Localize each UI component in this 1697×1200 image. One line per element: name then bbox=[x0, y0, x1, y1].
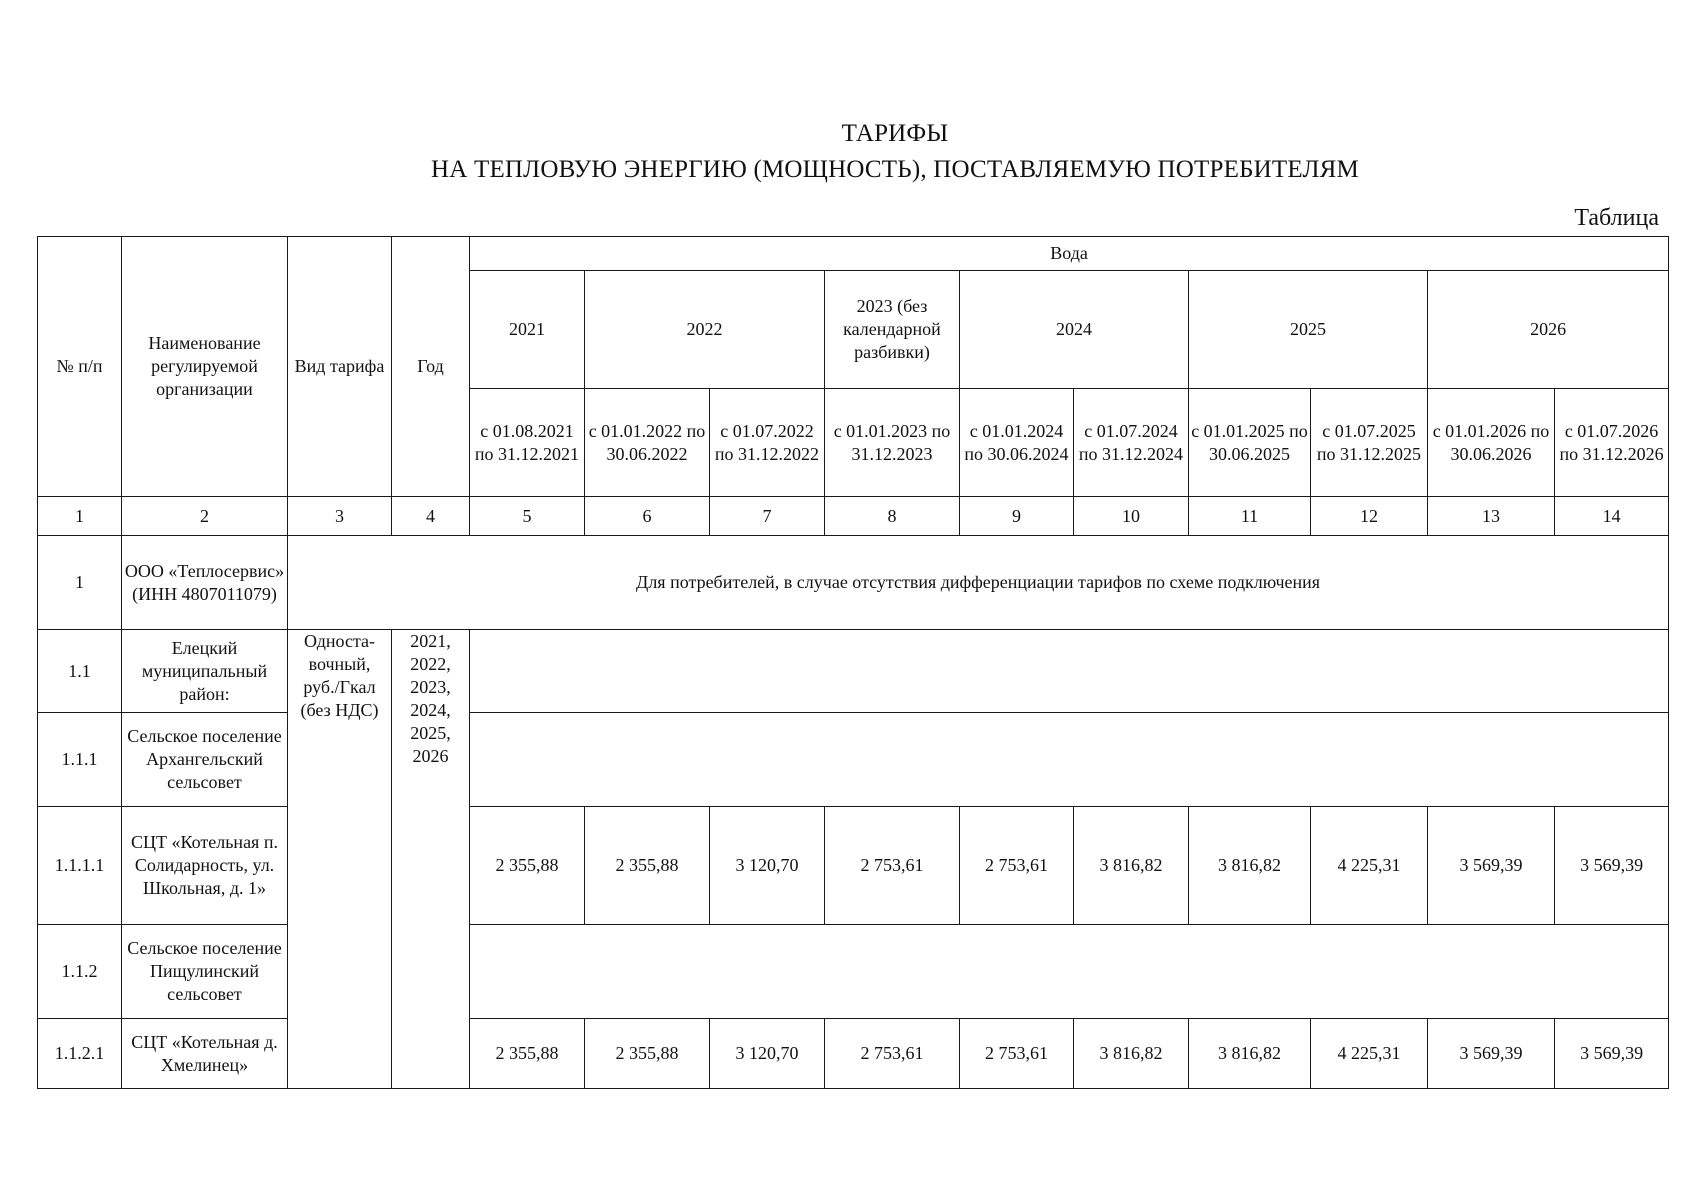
column-number: 8 bbox=[825, 497, 960, 536]
tariff-value: 3 816,82 bbox=[1074, 807, 1189, 925]
table-row bbox=[38, 630, 1669, 713]
header-period: с 01.01.2025 по 30.06.2025 bbox=[1189, 389, 1311, 497]
settlement-name: Сельское поселение Архангельский сельсовет bbox=[122, 713, 288, 807]
header-period: с 01.01.2024 по 30.06.2024 bbox=[960, 389, 1074, 497]
column-number: 6 bbox=[585, 497, 710, 536]
tariff-value: 2 753,61 bbox=[825, 807, 960, 925]
tariff-value: 3 120,70 bbox=[710, 1019, 825, 1089]
years-cell: 2021, 2022, 2023, 2024, 2025, 2026 bbox=[392, 630, 470, 1089]
column-number: 12 bbox=[1311, 497, 1428, 536]
header-year: Год bbox=[392, 237, 470, 497]
document-subtitle: НА ТЕПЛОВУЮ ЭНЕРГИЮ (МОЩНОСТЬ), ПОСТАВЛЯЕМУЮ ПОТРЕБИТЕЛЯМ bbox=[431, 156, 1359, 183]
tariff-value: 2 355,88 bbox=[470, 1019, 585, 1089]
table-row bbox=[38, 713, 1669, 807]
header-period: с 01.01.2023 по 31.12.2023 bbox=[825, 389, 960, 497]
column-number: 10 bbox=[1074, 497, 1189, 536]
empty-values bbox=[470, 630, 1669, 713]
header-year-2024: 2024 bbox=[960, 271, 1189, 389]
row-number: 1 bbox=[38, 536, 122, 630]
tariff-value: 3 816,82 bbox=[1074, 1019, 1189, 1089]
row-number: 1.1.2.1 bbox=[38, 1019, 122, 1089]
row-number: 1.1.2 bbox=[38, 925, 122, 1019]
header-period: с 01.07.2025 по 31.12.2025 bbox=[1311, 389, 1428, 497]
header-year-2022: 2022 bbox=[585, 271, 825, 389]
header-period: с 01.07.2022 по 31.12.2022 bbox=[710, 389, 825, 497]
settlement-name: Сельское поселение Пищулинский сельсовет bbox=[122, 925, 288, 1019]
empty-values bbox=[470, 925, 1669, 1019]
column-number: 13 bbox=[1428, 497, 1555, 536]
tariff-value: 3 569,39 bbox=[1428, 807, 1555, 925]
table-caption: Таблица bbox=[1574, 205, 1659, 231]
column-number: 1 bbox=[38, 497, 122, 536]
column-number: 2 bbox=[122, 497, 288, 536]
header-period: с 01.01.2026 по 30.06.2026 bbox=[1428, 389, 1555, 497]
header-tariff-type: Вид тарифа bbox=[288, 237, 392, 497]
row-number: 1.1.1 bbox=[38, 713, 122, 807]
header-period: с 01.08.2021 по 31.12.2021 bbox=[470, 389, 585, 497]
organization-name: ООО «Теплосервис» (ИНН 4807011079) bbox=[122, 536, 288, 630]
tariff-value: 3 569,39 bbox=[1555, 807, 1669, 925]
table-row bbox=[38, 1019, 1669, 1089]
tariff-value: 4 225,31 bbox=[1311, 807, 1428, 925]
header-num: № п/п bbox=[38, 237, 122, 497]
tariff-value: 2 753,61 bbox=[960, 1019, 1074, 1089]
header-row bbox=[38, 237, 1669, 271]
column-number: 5 bbox=[470, 497, 585, 536]
empty-values bbox=[470, 713, 1669, 807]
tariff-value: 2 753,61 bbox=[825, 1019, 960, 1089]
boiler-name: СЦТ «Котельная д. Хмелинец» bbox=[122, 1019, 288, 1089]
row-number: 1.1.1.1 bbox=[38, 807, 122, 925]
table-row bbox=[38, 925, 1669, 1019]
row-note: Для потребителей, в случае отсутствия дифференциации тарифов по схеме подключения bbox=[288, 536, 1669, 630]
column-number: 11 bbox=[1189, 497, 1311, 536]
boiler-name: СЦТ «Котельная п. Солидарность, ул. Школьная, д. 1» bbox=[122, 807, 288, 925]
header-org: Наименование регулируемой организации bbox=[122, 237, 288, 497]
tariff-type-cell: Односта-вочный, руб./Гкал (без НДС) bbox=[288, 630, 392, 1089]
tariff-value: 4 225,31 bbox=[1311, 1019, 1428, 1089]
column-number: 14 bbox=[1555, 497, 1669, 536]
header-year-2026: 2026 bbox=[1428, 271, 1669, 389]
tariff-value: 2 355,88 bbox=[470, 807, 585, 925]
tariff-value: 3 120,70 bbox=[710, 807, 825, 925]
column-number: 3 bbox=[288, 497, 392, 536]
header-period: с 01.07.2024 по 31.12.2024 bbox=[1074, 389, 1189, 497]
tariff-value: 3 569,39 bbox=[1428, 1019, 1555, 1089]
tariff-value: 2 355,88 bbox=[585, 807, 710, 925]
column-number: 7 bbox=[710, 497, 825, 536]
header-period: с 01.07.2026 по 31.12.2026 bbox=[1555, 389, 1669, 497]
column-numbers-row bbox=[38, 497, 1669, 536]
header-year-2023: 2023 (без календарной разбивки) bbox=[825, 271, 960, 389]
header-year-2025: 2025 bbox=[1189, 271, 1428, 389]
tariff-value: 3 569,39 bbox=[1555, 1019, 1669, 1089]
table-row bbox=[38, 536, 1669, 630]
document-title: ТАРИФЫ bbox=[841, 120, 949, 147]
tariffs-table bbox=[37, 236, 1669, 1089]
header-period: с 01.01.2022 по 30.06.2022 bbox=[585, 389, 710, 497]
header-water: Вода bbox=[470, 237, 1669, 271]
table-row bbox=[38, 807, 1669, 925]
tariff-value: 2 355,88 bbox=[585, 1019, 710, 1089]
tariff-value: 3 816,82 bbox=[1189, 1019, 1311, 1089]
header-year-2021: 2021 bbox=[470, 271, 585, 389]
tariff-value: 3 816,82 bbox=[1189, 807, 1311, 925]
column-number: 4 bbox=[392, 497, 470, 536]
row-number: 1.1 bbox=[38, 630, 122, 713]
tariff-value: 2 753,61 bbox=[960, 807, 1074, 925]
district-name: Елецкий муниципальный район: bbox=[122, 630, 288, 713]
column-number: 9 bbox=[960, 497, 1074, 536]
